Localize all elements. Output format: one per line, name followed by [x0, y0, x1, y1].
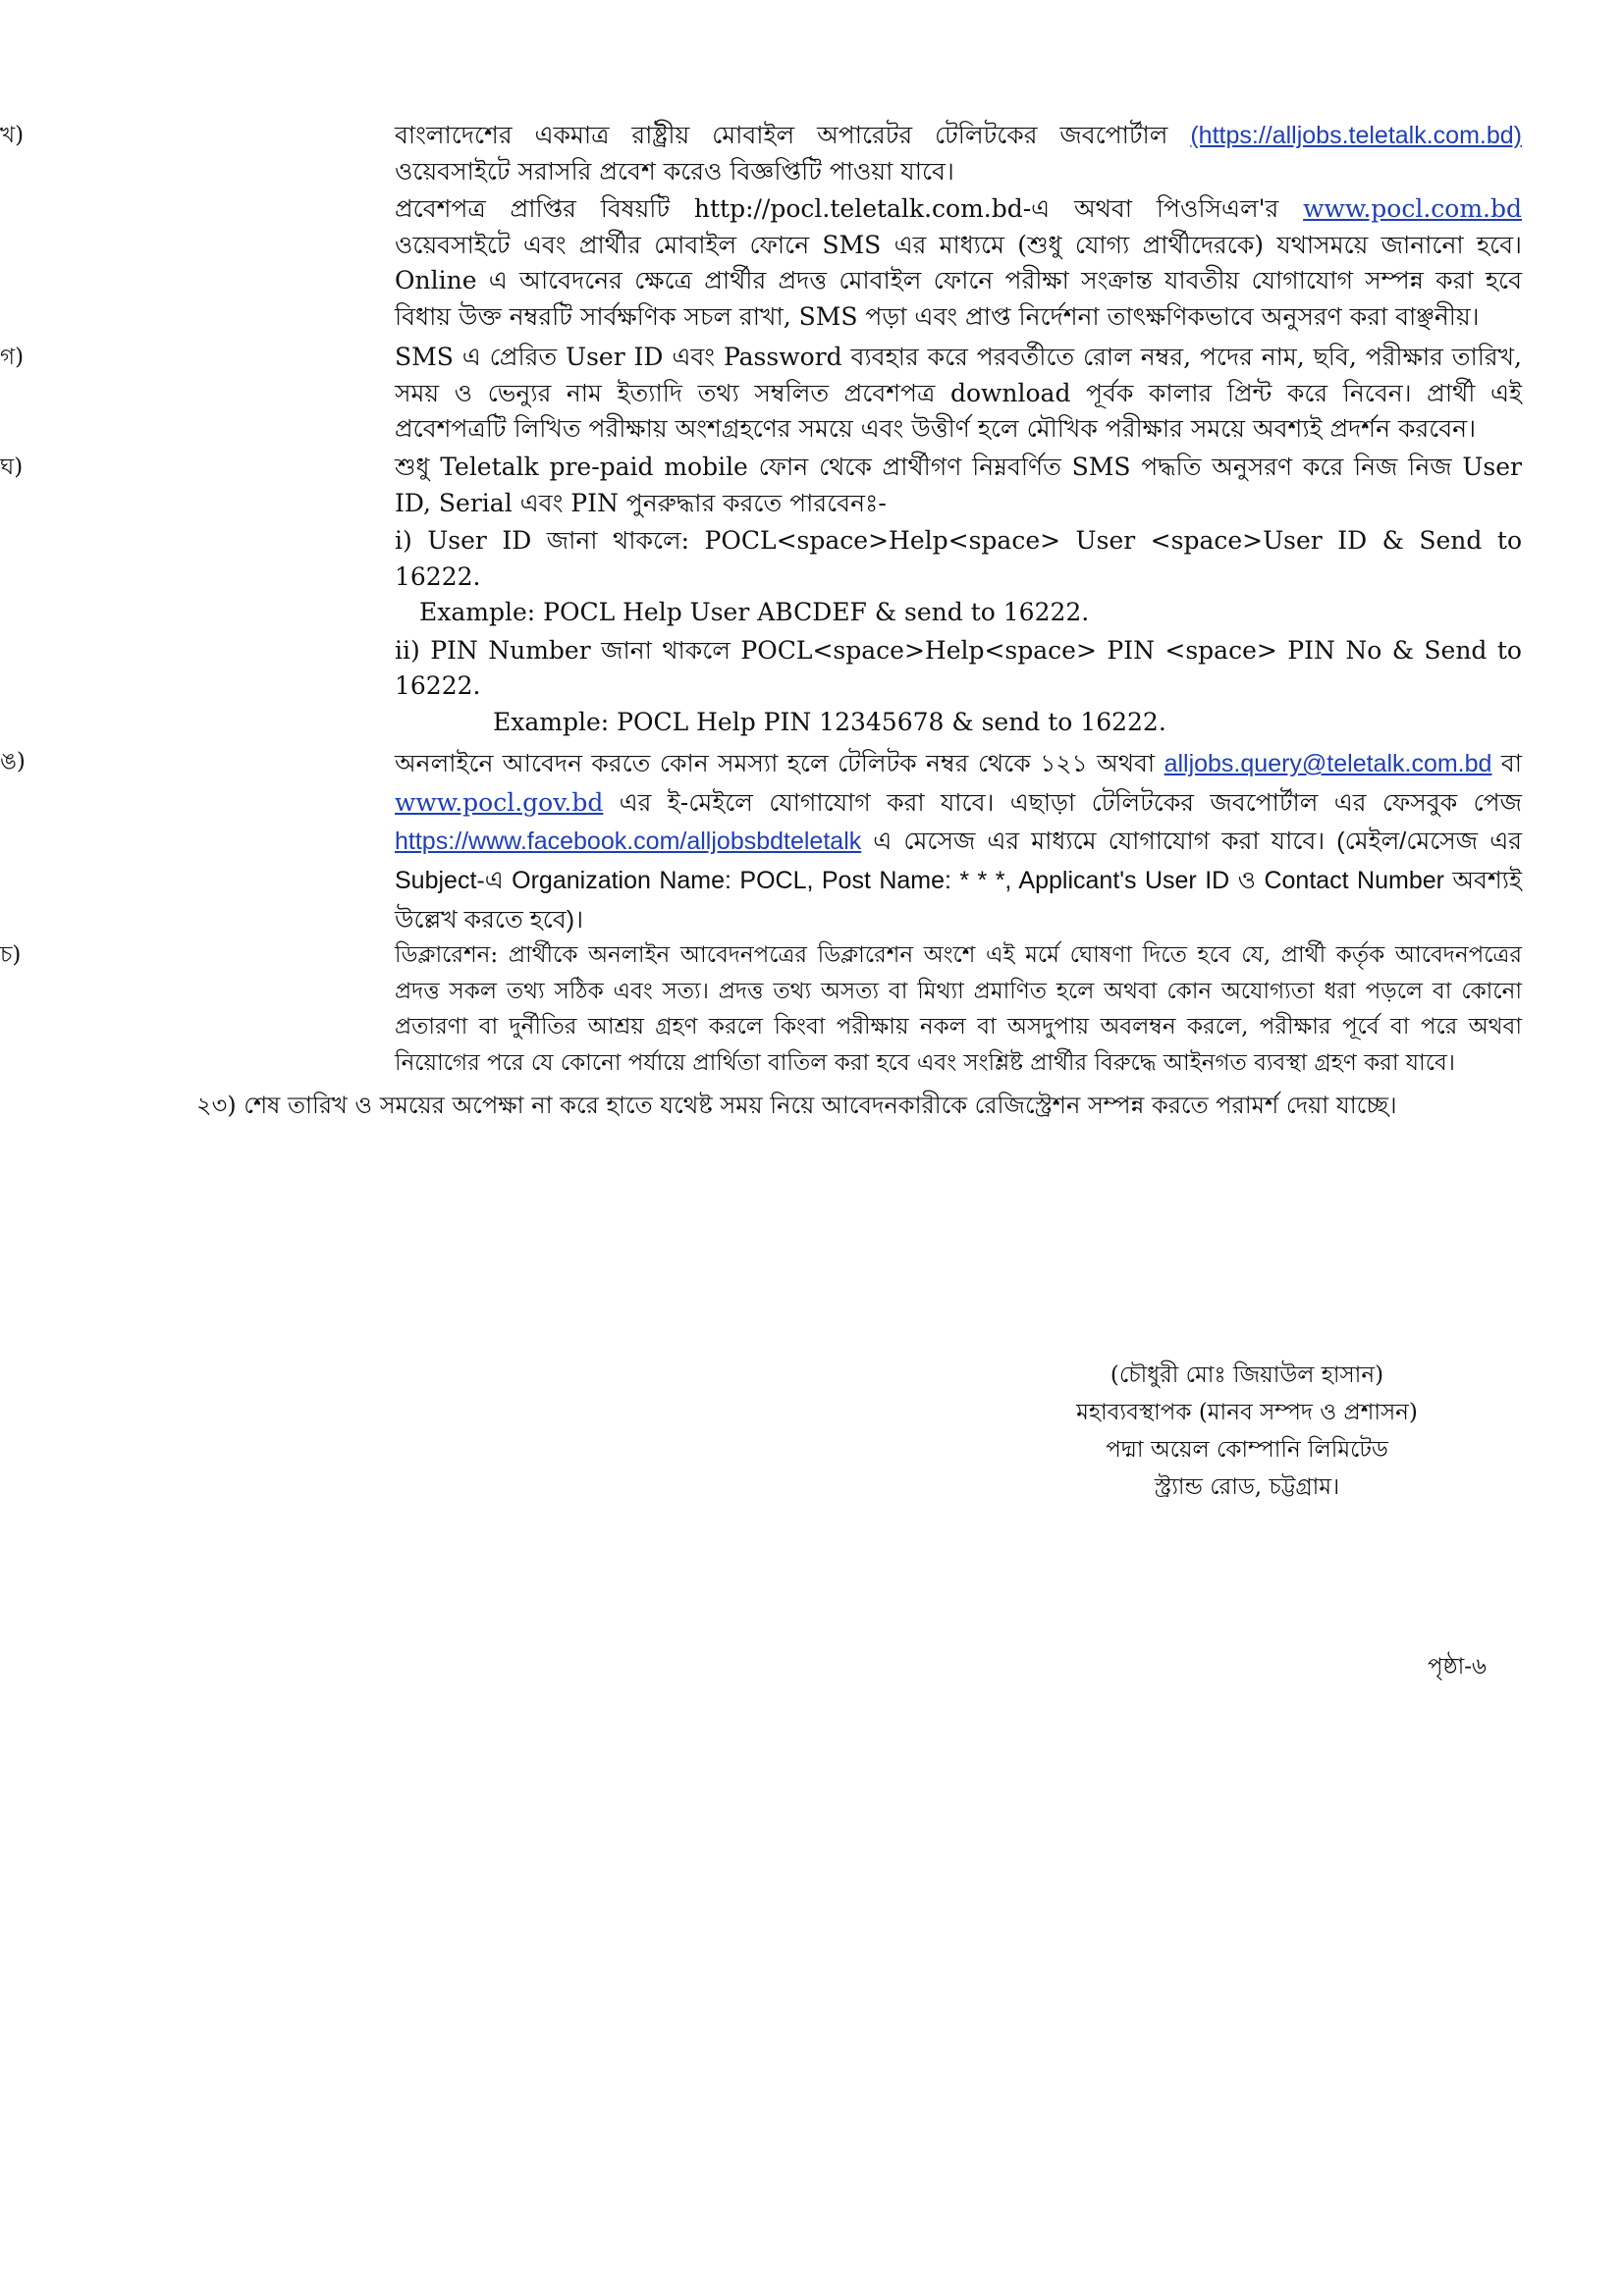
paragraph-ga: SMS এ প্রেরিত User ID এবং Password ব্যবহার করে পরবর্তীতে রোল নম্বর, পদের নাম, ছবি, পরীক্ষার তারিখ, সময় ও ভেন্যুর নাম ইত্যাদি তথ্য সম্বলিত প্রবেশপত্র download পূর্বক কালার প্রিন্ট করে নিবেন। প্রার্থী এই প্রবেশপত্রটি লিখিত পরীক্ষায় অংশগ্রহণের সময়ে এবং উত্তীর্ণ হলে মৌখিক পরীক্ষার সময়ে অবশ্যই প্রদর্শন করবেন।: [395, 343, 1522, 443]
paragraph-kha-1: [395, 118, 1522, 189]
company-name: পদ্মা অয়েল কোম্পানি লিমিটেড: [1106, 1437, 1388, 1463]
example-user-id: Example: POCL Help User ABCDEF & send to 16222.: [419, 598, 1090, 626]
text-segment: অনলাইনে আবেদন করতে কোন সমস্যা হলে টেলিটক নম্বর থেকে ১২১ অথবা: [395, 749, 1164, 777]
closing-note: ২৩) শেষ তারিখ ও সময়ের অপেক্ষা না করে হাতে যথেষ্ট সময় নিয়ে আবেদনকারীকে রেজিস্ট্রেশন সম্পন্ন করতে পরামর্শ দেয়া যাচ্ছে।: [196, 1092, 1397, 1119]
item-ga: [0, 340, 1522, 448]
sms-format-user-id: i) User ID জানা থাকলে: POCL<space>Help<space> User <space>User ID & Send to 16222.: [395, 526, 1522, 591]
sms-format-pin: ii) PIN Number জানা থাকলে POCL<space>Help<space> PIN <space> PIN No & Send to 16222.: [395, 635, 1522, 700]
item-marker: ঘ): [0, 454, 24, 480]
pocl-gov-link[interactable]: www.pocl.gov.bd: [395, 788, 604, 817]
paragraph-cha: ডিক্লারেশন: প্রার্থীকে অনলাইন আবেদনপত্রের ডিক্লারেশন অংশে এই মর্মে ঘোষণা দিতে হবে যে, প্রার্থী কর্তৃক আবেদনপত্রের প্রদত্ত সকল তথ্য সঠিক এবং সত্য। প্রদত্ত তথ্য অসত্য বা মিথ্যা প্রমাণিত হলে অথবা কোন অযোগ্যতা ধরা পড়লে বা কোনো প্রতারণা বা দুর্নীতির আশ্রয় গ্রহণ করলে কিংবা পরীক্ষায় নকল বা অসদুপায় অবলম্বন করলে, পরীক্ষার পূর্বে বা পরে অথবা নিয়োগের পরে যে কোনো পর্যায়ে প্রার্থিতা বাতিল করা হবে এবং সংশ্লিষ্ট প্রার্থীর বিরুদ্ধে আইনগত ব্যবস্থা গ্রহণ করা যাবে।: [395, 942, 1522, 1076]
item-uo: [0, 744, 1522, 939]
signatory-designation: মহাব্যবস্থাপক (মানব সম্পদ ও প্রশাসন): [1076, 1400, 1418, 1425]
example-pin: Example: POCL Help PIN 12345678 & send to 16222.: [493, 707, 1166, 736]
item-marker: চ): [0, 942, 22, 968]
text-segment: বা: [1491, 749, 1522, 777]
page-number: পৃষ্ঠা-৬: [1428, 1654, 1487, 1680]
sub-item-pin: [395, 633, 1522, 741]
item-marker: ঙ): [0, 749, 26, 774]
text-segment: বাংলাদেশের একমাত্র রাষ্ট্রীয় মোবাইল অপারেটর টেলিটকের জবপোর্টাল: [395, 121, 1191, 149]
pocl-website-link[interactable]: www.pocl.com.bd: [1303, 194, 1522, 223]
item-cha: [0, 937, 1522, 1081]
item-marker: খ): [0, 123, 25, 148]
facebook-page-link[interactable]: https://www.facebook.com/alljobsbdteletalk: [395, 828, 862, 855]
item-kha: [0, 118, 1522, 335]
sub-item-user-id: [395, 523, 1522, 631]
text-segment: ওয়েবসাইটে সরাসরি প্রবেশ করেও বিজ্ঞপ্তিটি পাওয়া যাবে।: [395, 156, 954, 186]
item-gha: [0, 450, 1522, 740]
signatory-name: (চৌধুরী মোঃ জিয়াউল হাসান): [1110, 1362, 1384, 1388]
teletalk-jobportal-link[interactable]: (https://alljobs.teletalk.com.bd): [1190, 122, 1522, 149]
company-address: স্ট্র্যান্ড রোড, চট্টগ্রাম।: [1154, 1474, 1340, 1500]
item-marker: গ): [0, 345, 25, 370]
text-segment: এর ই-মেইলে যোগাযোগ করা যাবে। এছাড়া টেলিটকের জবপোর্টাল এর ফেসবুক পেজ: [603, 788, 1522, 817]
paragraph-uo: [395, 744, 1522, 939]
text-segment: ওয়েবসাইটে এবং প্রার্থীর মোবাইল ফোনে SMS এর মাধ্যমে (শুধু যোগ্য প্রার্থীদেরকে) যথাসময়ে জানানো হবে। Online এ আবেদনের ক্ষেত্রে প্রার্থীর প্রদত্ত মোবাইল ফোনে পরীক্ষা সংক্রান্ত যাবতীয় যোগাযোগ সম্পন্ন করা হবে বিধায় উক্ত নম্বরটি সার্বক্ষণিক সচল রাখা, SMS পড়া এবং প্রাপ্ত নির্দেশনা তাৎক্ষণিকভাবে অনুসরণ করা বাঞ্ছনীয়।: [395, 230, 1522, 331]
query-email-link[interactable]: alljobs.query@teletalk.com.bd: [1164, 750, 1492, 777]
text-segment: প্রবেশপত্র প্রাপ্তির বিষয়টি http://pocl.teletalk.com.bd-এ অথবা পিওসিএল'র: [395, 194, 1304, 223]
paragraph-gha-intro: শুধু Teletalk pre-paid mobile ফোন থেকে প্রার্থীগণ নিম্নবর্ণিত SMS পদ্ধতি অনুসরণ করে নিজ নিজ User ID, Serial এবং PIN পুনরুদ্ধার করতে পারবেনঃ-: [395, 453, 1522, 517]
signature-block: [1021, 1357, 1473, 1506]
paragraph-kha-2: [395, 191, 1522, 335]
text-segment: এ মেসেজ এর মাধ্যমে যোগাযোগ করা যাবে। (মেইল/মেসেজ এর Subject-এ Organization Name: POCL, Post Name: * * *, Applicant's User ID ও Contact Number অবশ্যই উল্লেখ করতে হবে)।: [395, 828, 1522, 934]
